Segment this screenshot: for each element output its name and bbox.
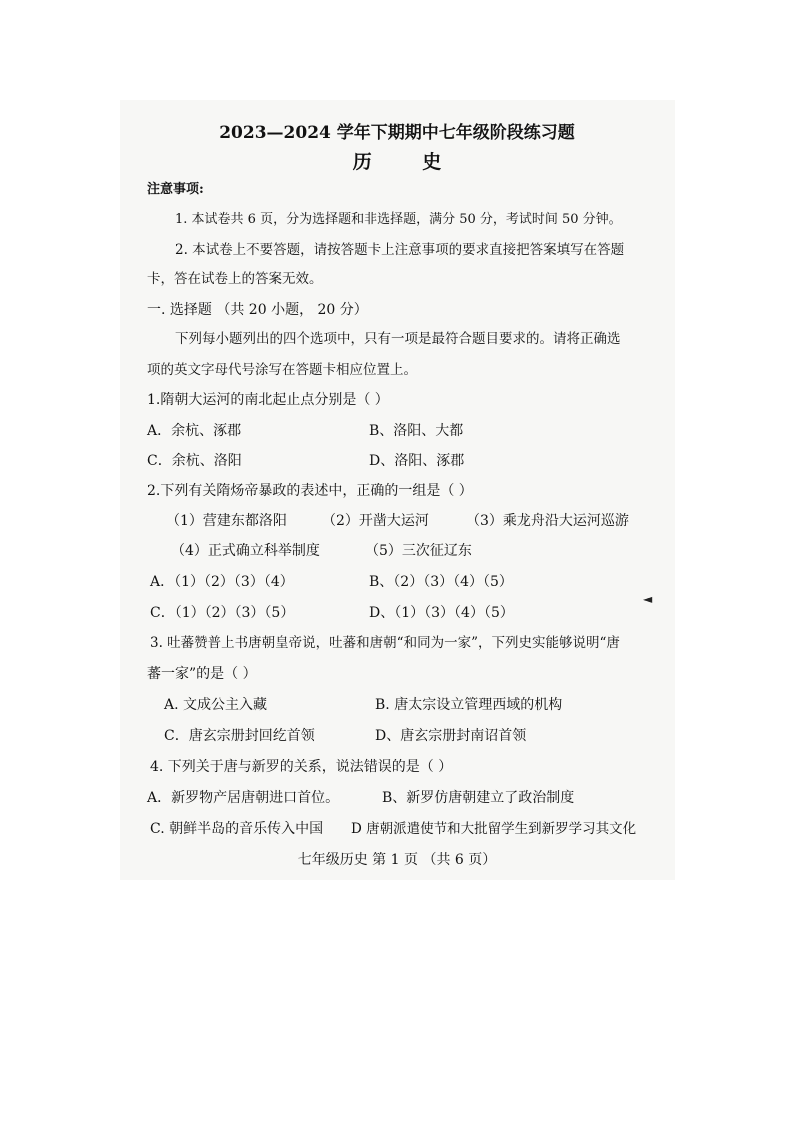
question-4-option-d: D 唐朝派遣使节和大批留学生到新罗学习其文化	[351, 821, 637, 837]
question-3-option-a: A. 文成公主入藏	[164, 697, 268, 713]
question-1-option-d: D、洛阳、涿郡	[369, 453, 465, 469]
notice-item-2-line-2: 卡，答在试卷上的答案无效。	[147, 271, 323, 287]
question-2-stem: 2.下列有关隋炀帝暴政的表述中，正确的一组是（ ）	[147, 483, 473, 499]
question-4-option-a: A．新罗物产居唐朝进口首位。	[147, 790, 340, 806]
question-2-item-4: （4）正式确立科举制度	[171, 543, 320, 559]
question-2-option-b: B、（2）（3）（4）（5）	[369, 574, 513, 590]
question-3-option-d: D、唐玄宗册封南诏首领	[375, 728, 527, 744]
question-1-option-a: A．余杭、涿郡	[147, 423, 242, 439]
section-1-instruction-line-2: 项的英文字母代号涂写在答题卡相应位置上。	[147, 362, 417, 378]
question-3-stem-line-2: 蕃一家”的是（ ）	[147, 666, 257, 682]
exam-title: 2023—2024 学年下期期中七年级阶段练习题	[219, 123, 575, 143]
question-2-item-1: （1）营建东都洛阳	[166, 513, 287, 529]
question-2-option-c: C．（1）（2）（3）（5）	[150, 605, 295, 621]
question-4-option-c: C. 朝鲜半岛的音乐传入中国	[150, 821, 324, 837]
question-2-option-d: D、（1）（3）（4）（5）	[369, 605, 514, 621]
question-1-option-b: B、洛阳、大都	[369, 423, 464, 439]
question-2-item-5: （5）三次征辽东	[365, 543, 472, 559]
question-2-option-a: A．（1）（2）（3）（4）	[150, 574, 294, 590]
question-3-option-c: C．唐玄宗册封回纥首领	[164, 728, 315, 744]
question-3-option-b: B. 唐太宗设立管理西域的机构	[375, 697, 563, 713]
notice-item-1: 1. 本试卷共 6 页，分为选择题和非选择题，满分 50 分，考试时间 50 分钟。	[175, 212, 622, 227]
question-2-item-2: （2）开凿大运河	[322, 513, 429, 529]
notice-heading: 注意事项:	[147, 182, 204, 197]
question-1-option-c: C．余杭、洛阳	[147, 453, 242, 469]
question-1-stem: 1.隋朝大运河的南北起止点分别是（ ）	[147, 392, 389, 408]
question-4-stem: 4. 下列关于唐与新罗的关系，说法错误的是（ ）	[150, 759, 453, 775]
page-footer: 七年级历史 第 1 页 （共 6 页）	[297, 852, 497, 868]
notice-item-2-line-1: 2. 本试卷上不要答题，请按答题卡上注意事项的要求直接把答案填写在答题	[175, 242, 625, 258]
section-1-heading: 一. 选择题 （共 20 小题， 20 分）	[147, 302, 368, 318]
scan-speck-mark: ◄	[643, 592, 653, 606]
subject-title: 历 史	[352, 151, 464, 173]
section-1-instruction-line-1: 下列每小题列出的四个选项中，只有一项是最符合题目要求的。请将正确选	[175, 331, 621, 347]
question-3-stem-line-1: 3. 吐蕃赞普上书唐朝皇帝说，吐蕃和唐朝“和同为一家”，下列史实能够说明“唐	[150, 635, 620, 651]
question-4-option-b: B、新罗仿唐朝建立了政治制度	[382, 790, 575, 806]
question-2-item-3: （3）乘龙舟沿大运河巡游	[466, 513, 629, 529]
